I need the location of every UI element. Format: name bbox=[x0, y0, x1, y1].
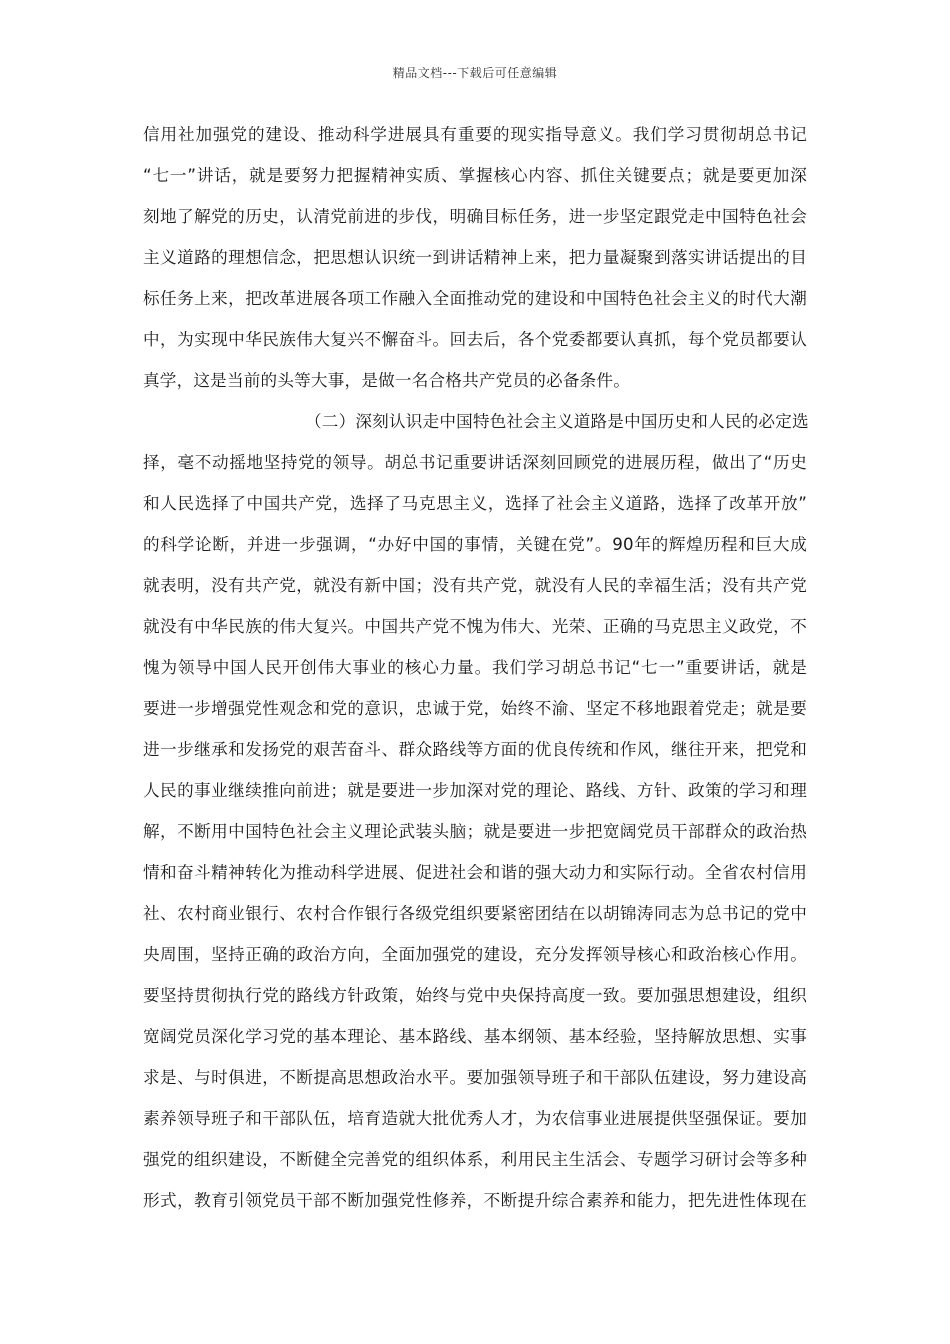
text-line: 人民的事业继续推向前进；就是要进一步加深对党的理论、路线、方针、政策的学习和理 bbox=[143, 781, 807, 800]
text-line: 中，为实现中华民族伟大复兴不懈奋斗。回去后，各个党委都要认真抓，每个党员都要认 bbox=[143, 330, 807, 349]
text-line: 解，不断用中国特色社会主义理论武装头脑；就是要进一步把宽阔党员干部群众的政治热 bbox=[143, 822, 807, 841]
text-line: 情和奋斗精神转化为推动科学进展、促进社会和谐的强大动力和实际行动。全省农村信用 bbox=[143, 863, 807, 882]
text-line: 进一步继承和发扬党的艰苦奋斗、群众路线等方面的优良传统和作风，继往开来，把党和 bbox=[143, 740, 807, 759]
text-line: 择，毫不动摇地坚持党的领导。胡总书记重要讲话深刻回顾党的进展历程，做出了“历史 bbox=[143, 453, 807, 472]
text-line: 标任务上来，把改革进展各项工作融入全面推动党的建设和中国特色社会主义的时代大潮 bbox=[143, 289, 807, 308]
text-line: 愧为领导中国人民开创伟大事业的核心力量。我们学习胡总书记“七一”重要讲话，就是 bbox=[143, 658, 807, 677]
text-line: 求是、与时俱进，不断提高思想政治水平。要加强领导班子和干部队伍建设，努力建设高 bbox=[143, 1068, 807, 1087]
text-line: 真学，这是当前的头等大事，是做一名合格共产党员的必备条件。 bbox=[143, 371, 631, 390]
text-line: 强党的组织建设，不断健全完善党的组织体系，利用民主生活会、专题学习研讨会等多种 bbox=[143, 1150, 807, 1169]
text-line: 要进一步增强党性观念和党的意识，忠诚于党，始终不渝、坚定不移地跟着党走；就是要 bbox=[143, 699, 807, 718]
text-line: 和人民选择了中国共产党，选择了马克思主义，选择了社会主义道路，选择了改革开放” bbox=[143, 494, 807, 513]
text-line: 就表明，没有共产党，就没有新中国；没有共产党，就没有人民的幸福生活；没有共产党 bbox=[143, 576, 807, 595]
text-line: 素养领导班子和干部队伍，培育造就大批优秀人才，为农信事业进展提供坚强保证。要加 bbox=[143, 1109, 807, 1128]
text-line: 央周围，坚持正确的政治方向，全面加强党的建设，充分发挥领导核心和政治核心作用。 bbox=[143, 945, 807, 964]
text-line: “七一”讲话，就是要努力把握精神实质、掌握核心内容、抓住关键要点；就是要更加深 bbox=[143, 166, 807, 185]
text-line: 的科学论断，并进一步强调，“办好中国的事情，关键在党”。90年的辉煌历程和巨大成 bbox=[143, 535, 807, 554]
text-line: 社、农村商业银行、农村合作银行各级党组织要紧密团结在以胡锦涛同志为总书记的党中 bbox=[143, 904, 807, 923]
text-line: 信用社加强党的建设、推动科学进展具有重要的现实指导意义。我们学习贯彻胡总书记 bbox=[143, 125, 807, 144]
text-line: 刻地了解党的历史，认清党前进的步伐，明确目标任务，进一步坚定跟党走中国特色社会 bbox=[143, 207, 807, 226]
text-line: 要坚持贯彻执行党的路线方针政策，始终与党中央保持高度一致。要加强思想建设，组织 bbox=[143, 986, 807, 1005]
text-line: 形式，教育引领党员干部不断加强党性修养，不断提升综合素养和能力，把先进性体现在 bbox=[143, 1191, 807, 1210]
text-line: 主义道路的理想信念，把思想认识统一到讲话精神上来，把力量凝聚到落实讲话提出的目 bbox=[143, 248, 807, 267]
section-heading-line: （二）深刻认识走中国特色社会主义道路是中国历史和人民的必定选 bbox=[305, 412, 809, 431]
text-line: 宽阔党员深化学习党的基本理论、基本路线、基本纲领、基本经验，坚持解放思想、实事 bbox=[143, 1027, 807, 1046]
text-line: 就没有中华民族的伟大复兴。中国共产党不愧为伟大、光荣、正确的马克思主义政党，不 bbox=[143, 617, 807, 636]
page-header: 精品文档---下载后可任意编辑 bbox=[392, 66, 558, 80]
